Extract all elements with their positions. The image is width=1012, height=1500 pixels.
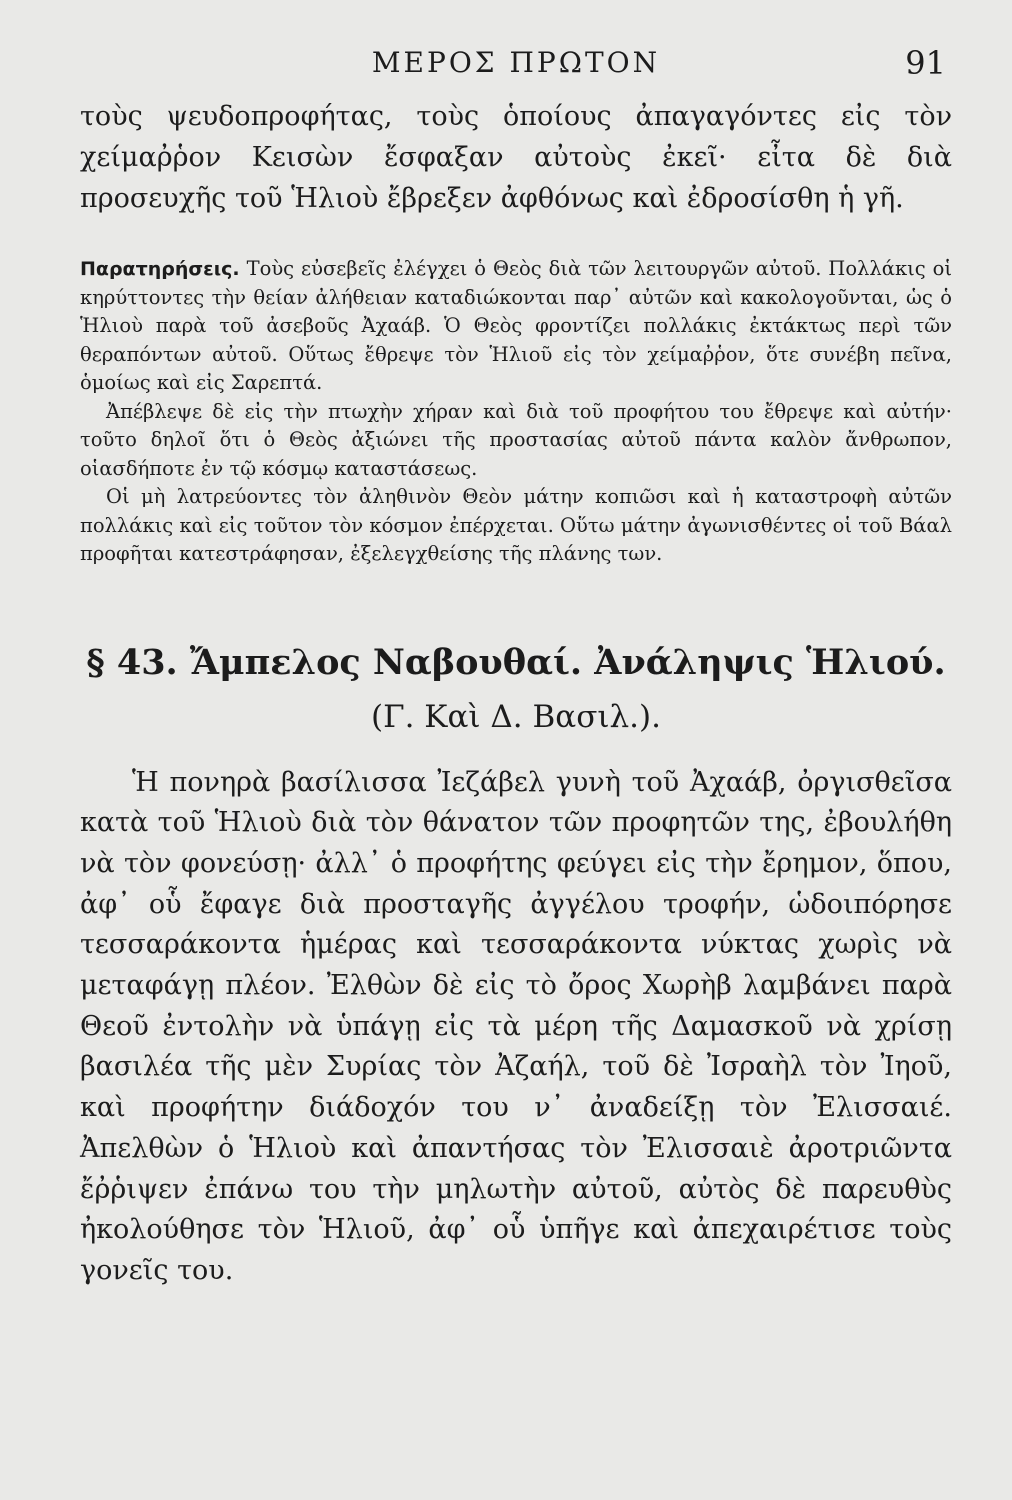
section-heading: § 43. Ἄμπελος Ναβουθαί. Ἀνάληψις Ἡλιού.	[86, 641, 946, 683]
note-paragraph	[80, 255, 952, 398]
running-head	[80, 44, 952, 96]
observations-block	[80, 255, 952, 569]
note-text: Τοὺς εὐσεβεῖς ἐλέγχει ὁ Θεὸς διὰ τῶν λειτουργῶν αὐτοῦ. Πολλάκις οἱ κηρύττοντες τὴν θείαν ἀλήθειαν καταδιώκονται παρ᾽ αὐτῶν καὶ κακολογοῦνται, ὡς ὁ Ἡλιοὺ παρὰ τοῦ ἀσεβοῦς Ἀχαάβ. Ὁ Θεὸς φροντίζει πολλάκις ἐκτάκτως περὶ τῶν θεραπόντων αὐτοῦ. Οὕτως ἔθρεψε τὸν Ἡλιοῦ εἰς τὸν χείμαῤῥον, ὅτε συνέβη πεῖνα, ὁμοίως καὶ εἰς Σαρεπτά.	[80, 257, 952, 394]
book-page	[80, 44, 952, 1319]
note-paragraph: Ἀπέβλεψε δὲ εἰς τὴν πτωχὴν χήραν καὶ διὰ τοῦ προφήτου του ἔθρεψε καὶ αὐτήν· τοῦτο δηλοῖ ὅτι ὁ Θεὸς ἀξιώνει τῆς προστασίας αὐτοῦ πάντα καλὸν ἄνθρωπον, οἱασδήποτε ἐν τῷ κόσμῳ καταστάσεως.	[80, 399, 952, 480]
lead-paragraph: τοὺς ψευδοπροφήτας, τοὺς ὁποίους ἀπαγαγόντες εἰς τὸν χείμαῤῥον Κεισὼν ἔσφαξαν αὐτοὺς ἐκεῖ· εἶτα δὲ διὰ προσευχῆς τοῦ Ἡλιοὺ ἔβρεξεν ἀφθόνως καὶ ἐδροσίσθη ἡ γῆ.	[80, 101, 952, 214]
section-body: Ἡ πονηρὰ βασίλισσα Ἰεζάβελ γυνὴ τοῦ Ἀχαάβ, ὀργισθεῖσα κατὰ τοῦ Ἡλιοὺ διὰ τὸν θάνατον τῶν προφητῶν της, ἐβουλήθη νὰ τὸν φονεύσῃ· ἀλλ᾽ ὁ προφήτης φεύγει εἰς τὴν ἔρημον, ὅπου, ἀφ᾽ οὗ ἔφαγε διὰ προσταγῆς ἀγγέλου τροφήν, ὡδοιπόρησε τεσσαράκοντα ἡμέρας καὶ τεσσαράκοντα νύκτας χωρὶς νὰ μεταφάγῃ πλέον. Ἐλθὼν δὲ εἰς τὸ ὄρος Χωρὴβ λαμβάνει παρὰ Θεοῦ ἐντολὴν νὰ ὑπάγῃ εἰς τὰ μέρη τῆς Δαμασκοῦ νὰ χρίσῃ βασιλέα τῆς μὲν Συρίας τὸν Ἀζαήλ, τοῦ δὲ Ἰσραὴλ τὸν Ἰηοῦ, καὶ προφήτην διάδοχόν του ν᾽ ἀναδείξῃ τὸν Ἐλισσαιέ. Ἀπελθὼν ὁ Ἡλιοὺ καὶ ἀπαντήσας τὸν Ἐλισσαιὲ ἀροτριῶντα ἔῤῥιψεν ἐπάνω του τὴν μηλωτὴν αὐτοῦ, αὐτὸς δὲ παρευθὺς ἠκολούθησε τὸν Ἡλιοῦ, ἀφ᾽ οὗ ὑπῆγε καὶ ἀπεχαιρέτισε τοὺς γονεῖς του.	[80, 766, 952, 1286]
running-title: ΜΕΡΟΣ ΠΡΩΤΟΝ	[371, 46, 661, 79]
section-subheading: (Γ. Καὶ Δ. Βασιλ.).	[371, 698, 661, 735]
page-number: 91	[905, 44, 946, 82]
observations-label: Παρατηρήσεις.	[80, 258, 240, 280]
note-paragraph: Οἱ μὴ λατρεύοντες τὸν ἀληθινὸν Θεὸν μάτην κοπιῶσι καὶ ἡ καταστροφὴ αὐτῶν πολλάκις καὶ εἰς τοῦτον τὸν κόσμον ἐπέρχεται. Οὕτω μάτην ἀγωνισθέντες οἱ τοῦ Βάαλ προφῆται κατεστράφησαν, ἐξελεγχθείσης τῆς πλάνης των.	[80, 485, 952, 565]
